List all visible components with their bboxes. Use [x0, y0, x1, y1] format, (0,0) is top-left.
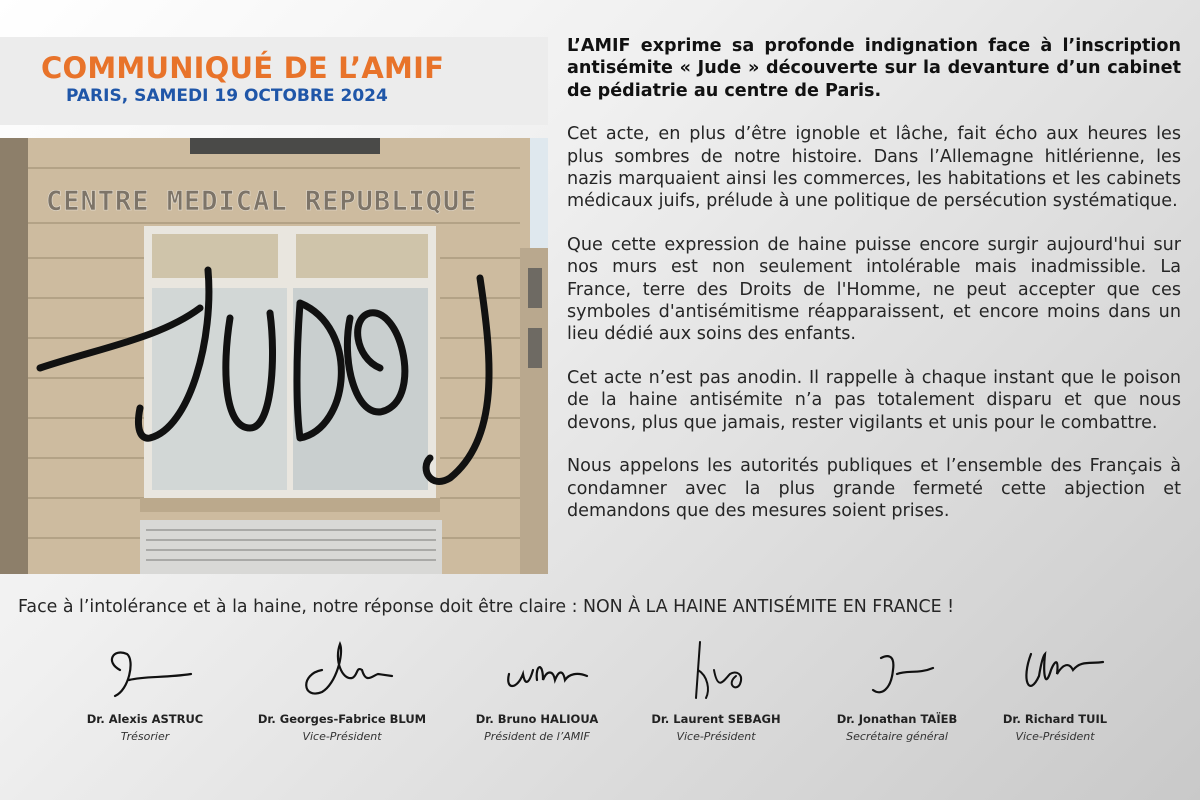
statement-body — [567, 35, 1181, 543]
signer-tuil — [955, 640, 1155, 743]
signature-blum — [282, 640, 402, 702]
signature-astruc — [85, 640, 205, 702]
signer-role: Vice-Président — [1015, 730, 1095, 743]
building-photo — [0, 138, 548, 574]
conclusion-statement: Face à l’intolérance et à la haine, notre réponse doit être claire : NON À LA HAINE ANTISÉMITE EN FRANCE ! — [18, 597, 955, 617]
signer-role: Vice-Président — [302, 730, 382, 743]
signature-halioua — [477, 640, 597, 702]
signer-name: Dr. Georges-Fabrice BLUM — [257, 712, 427, 726]
paragraph-2: Cet acte, en plus d’être ignoble et lâche, fait écho aux heures les plus sombres de notre histoire. Dans l’Allemagne hitlérienne, les nazis marquaient ainsi les commerces, les habitations et les cabinets médicaux juifs, prélude à une politique de persécution systématique. — [567, 124, 1181, 212]
paragraph-4: Cet acte n’est pas anodin. Il rappelle à chaque instant que le poison de la haine antisémite n’a pas totalement disparu et que nous devons, plus que jamais, rester vigilants et unis pour le combattre. — [567, 367, 1181, 433]
signer-name: Dr. Richard TUIL — [1002, 712, 1108, 726]
signer-blum — [242, 640, 442, 743]
signer-sebagh — [616, 640, 816, 743]
signatures-row — [0, 640, 1200, 770]
signature-taieb — [837, 640, 957, 702]
signer-name: Dr. Jonathan TAÏEB — [836, 712, 958, 726]
signature-tuil — [995, 640, 1115, 702]
signer-role: Président de l’AMIF — [484, 730, 590, 743]
paragraph-5: Nous appelons les autorités publiques et l’ensemble des Français à condamner avec la plus grande fermeté cette abjection et demandons que des mesures soient prises. — [567, 456, 1181, 521]
communique-title: COMMUNIQUÉ DE L’AMIF — [41, 51, 445, 85]
signer-role: Vice-Président — [676, 730, 756, 743]
signer-role: Secrétaire général — [846, 730, 948, 743]
signer-halioua — [437, 640, 637, 743]
sign-text: CENTRE MEDICAL REPUBLIQUE — [46, 186, 478, 217]
lead-paragraph: L’AMIF exprime sa profonde indignation face à l’inscription antisémite « Jude » découverte sur la devanture d’un cabinet de pédiatrie au centre de Paris. — [567, 36, 1181, 101]
signer-name: Dr. Laurent SEBAGH — [651, 712, 781, 726]
signer-role: Trésorier — [120, 730, 170, 743]
signer-name: Dr. Alexis ASTRUC — [86, 712, 204, 726]
paragraph-3: Que cette expression de haine puisse encore surgir aujourd'hui sur nos murs est non seulement intolérable mais inadmissible. La France, terre des Droits de l'Homme, ne peut accepter que ces symboles d'antisémitisme réapparaissent, et encore moins dans un lieu dédié aux soins des enfants. — [567, 234, 1181, 345]
signer-astruc — [45, 640, 245, 743]
signature-sebagh — [656, 640, 776, 702]
communique-date: PARIS, SAMEDI 19 OCTOBRE 2024 — [66, 86, 388, 106]
signer-name: Dr. Bruno HALIOUA — [475, 712, 599, 726]
